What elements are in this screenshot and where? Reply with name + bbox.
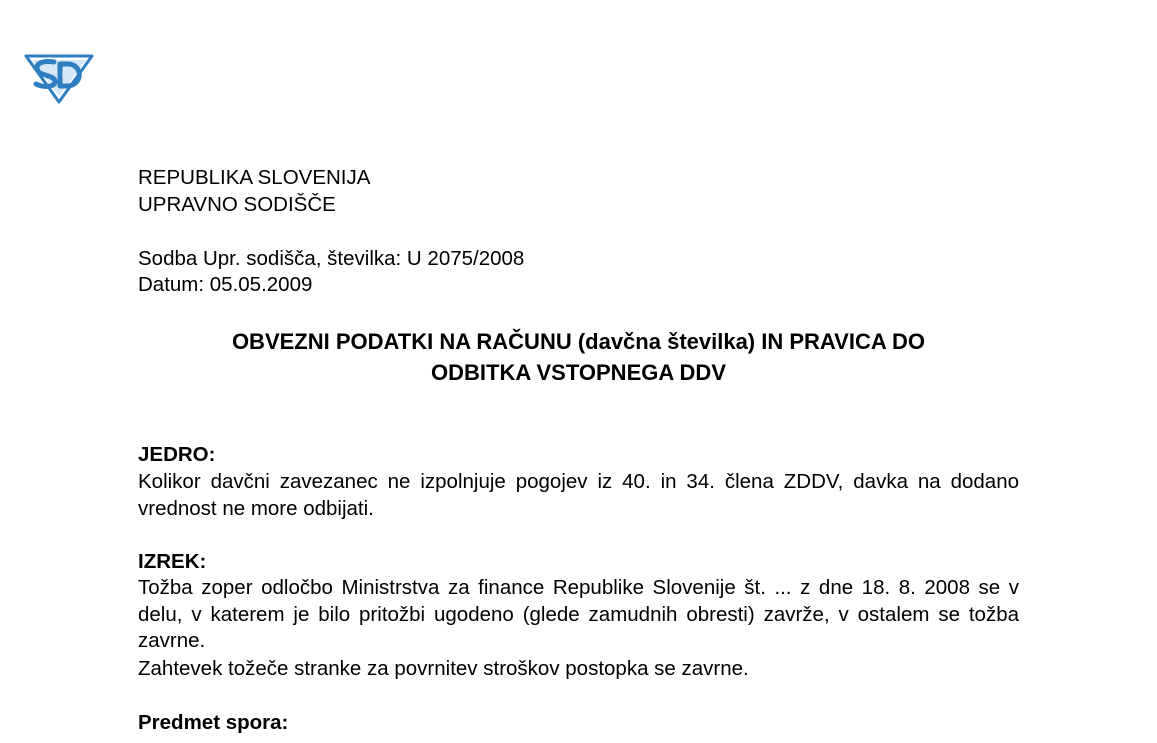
section-text-izrek-costs: Zahtevek tožeče stranke za povrnitev stroškov postopka se zavrne.	[138, 657, 749, 680]
section-text-izrek: Tožba zoper odločbo Ministrstva za finance Republike Slovenije št. ... z dne 18. 8. 2008 se v delu, v katerem je bilo pritožbi ugodeno (glede zamudnih obresti) zavrže, v ostalem se tožba zavrne.	[138, 576, 1019, 652]
header-court: UPRAVNO SODIŠČE	[138, 193, 336, 216]
case-date: Datum: 05.05.2009	[138, 273, 313, 296]
case-number: Sodba Upr. sodišča, številka: U 2075/2008	[138, 247, 525, 270]
section-heading-izrek: IZREK:	[138, 550, 207, 573]
document-title-line1: OBVEZNI PODATKI NA RAČUNU (davčna številka) IN PRAVICA DO	[231, 329, 926, 354]
document-title-line2: ODBITKA VSTOPNEGA DDV	[431, 360, 726, 385]
section-heading-jedro: JEDRO:	[138, 443, 216, 466]
section-text-jedro: Kolikor davčni zavezanec ne izpolnjuje pogojev iz 40. in 34. člena ZDDV, davka na dodano vrednost ne more odbijati.	[138, 470, 1019, 520]
header-country: REPUBLIKA SLOVENIJA	[138, 166, 371, 189]
section-heading-predmet: Predmet spora:	[138, 711, 289, 734]
sd-logo-icon	[22, 46, 96, 104]
